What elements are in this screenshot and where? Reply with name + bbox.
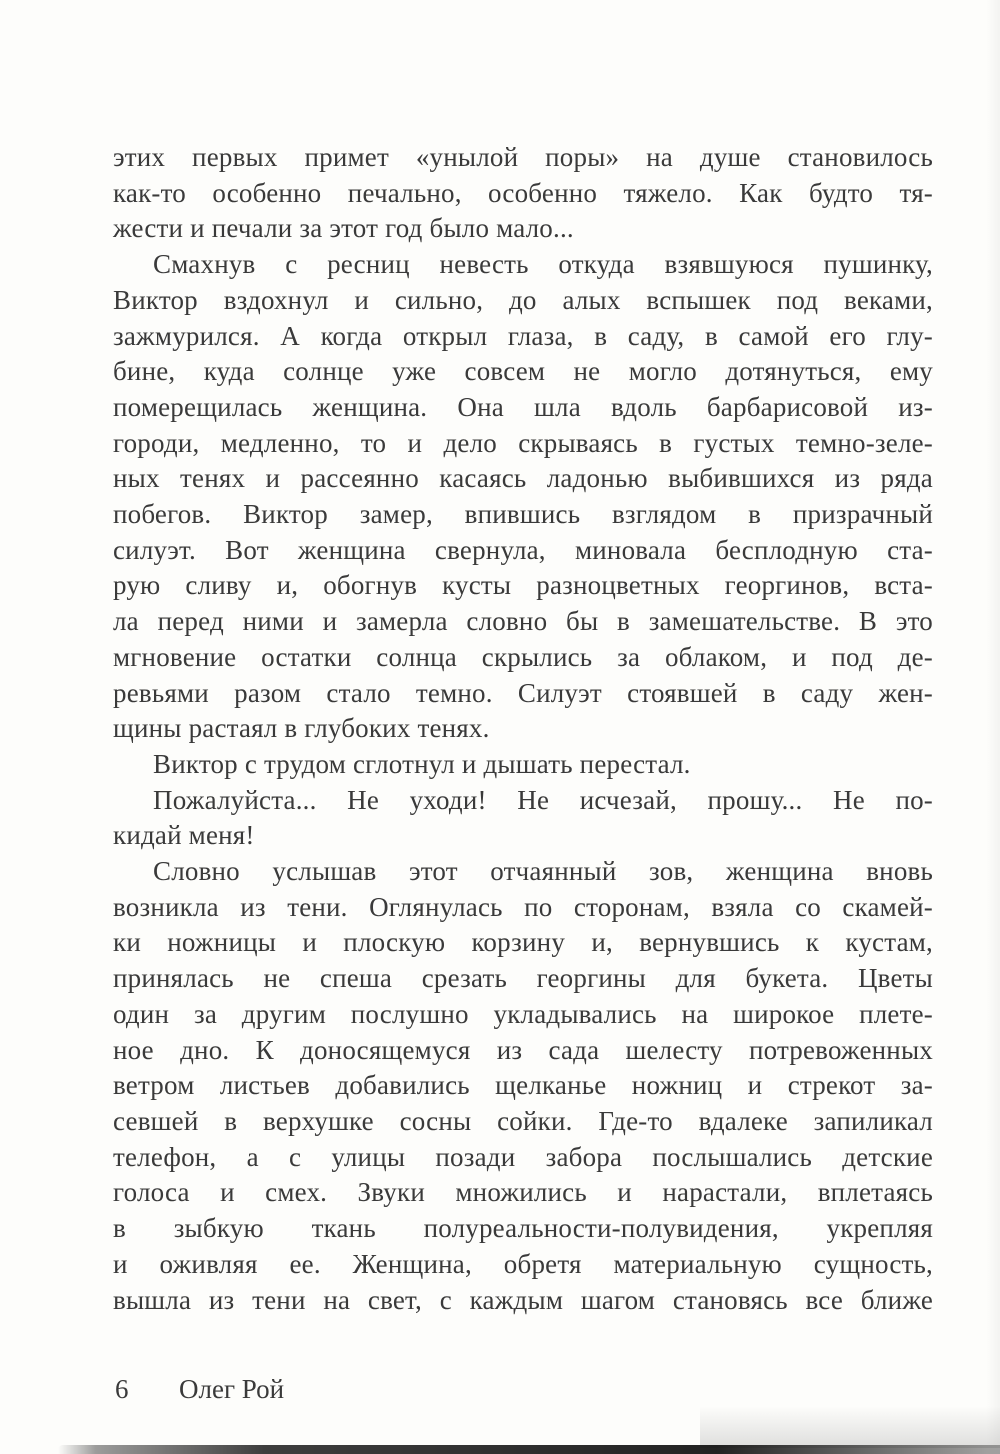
text-line: Словно услышав этот отчаянный зов, женщина вновь — [153, 856, 933, 887]
scan-bottom-edge — [58, 1445, 1000, 1454]
text-line: и оживляя ее. Женщина, обретя материальную сущность, — [113, 1248, 933, 1279]
text-line: бине, куда солнце уже совсем не могло дотянуться, ему — [113, 356, 933, 387]
paragraph — [113, 783, 933, 854]
page-edge-shade — [986, 0, 1000, 1454]
text-line: севшей в верхушке сосны сойки. Где-то вдалеке запиликал — [113, 1105, 933, 1136]
text-line: ных тенях и рассеянно касаясь ладонью выбившихся из ряда — [113, 463, 933, 494]
text-line: ветром листьев добавились щелканье ножниц и стрекот за- — [113, 1070, 933, 1101]
paragraph — [113, 747, 933, 783]
text-line: померещилась женщина. Она шла вдоль барбарисовой из- — [113, 391, 933, 422]
page-curl-shadow — [700, 1406, 1000, 1448]
text-line: ное дно. К доносящемуся из сада шелесту потревоженных — [113, 1034, 933, 1065]
text-line: голоса и смех. Звуки множились и нарастали, вплетаясь — [113, 1177, 933, 1208]
text-line: Виктор с трудом сглотнул и дышать перестал. — [153, 748, 691, 779]
text-line: Пожалуйста... Не уходи! Не исчезай, прошу... Не по- — [153, 784, 933, 815]
text-line: рую сливу и, обогнув кусты разноцветных георгинов, вста- — [113, 570, 933, 601]
text-line: Смахнув с ресниц невесть откуда взявшуюся пушинку, — [153, 249, 933, 280]
text-line: возникла из тени. Оглянулась по сторонам, взяла со скамей- — [113, 891, 933, 922]
text-line: вышла из тени на свет, с каждым шагом становясь все ближе — [113, 1284, 933, 1315]
text-line: принялась не спеша срезать георгины для букета. Цветы — [113, 963, 933, 994]
text-line: силуэт. Вот женщина свернула, миновала бесплодную ста- — [113, 534, 933, 565]
text-line: кидай меня! — [113, 820, 255, 851]
text-line: зажмурился. А когда открыл глаза, в саду, в самой его глу- — [113, 320, 933, 351]
text-line: ревьями разом стало темно. Силуэт стоявшей в саду жен- — [113, 677, 933, 708]
text-line: жести и печали за этот год было мало... — [113, 213, 574, 244]
body-text — [113, 140, 933, 1318]
page-number: 6 — [115, 1374, 129, 1404]
paragraph — [113, 854, 933, 1318]
text-line: ки ножницы и плоскую корзину и, вернувшись к кустам, — [113, 927, 933, 958]
page-footer — [115, 1374, 284, 1405]
text-line: щины растаял в глубоких тенях. — [113, 713, 490, 744]
text-line: ла перед ними и замерла словно бы в замешательстве. В это — [113, 606, 933, 637]
text-line: в зыбкую ткань полуреальности-полувидения, укрепляя — [113, 1213, 933, 1244]
text-line: один за другим послушно укладывались на широкое плете- — [113, 998, 933, 1029]
text-line: этих первых примет «унылой поры» на душе становилось — [113, 142, 933, 172]
text-line: как-то особенно печально, особенно тяжело. Как будто тя- — [113, 177, 933, 208]
text-line: городи, медленно, то и дело скрываясь в густых темно-зеле- — [113, 427, 933, 458]
author-name: Олег Рой — [179, 1374, 285, 1404]
paragraph — [113, 140, 933, 247]
text-line: телефон, а с улицы позади забора послышались детские — [113, 1141, 933, 1172]
text-line: мгновение остатки солнца скрылись за облаком, и под де- — [113, 641, 933, 672]
paragraph — [113, 247, 933, 747]
text-line: Виктор вздохнул и сильно, до алых вспышек под веками, — [113, 284, 933, 315]
text-line: побегов. Виктор замер, впившись взглядом в призрачный — [113, 499, 933, 530]
